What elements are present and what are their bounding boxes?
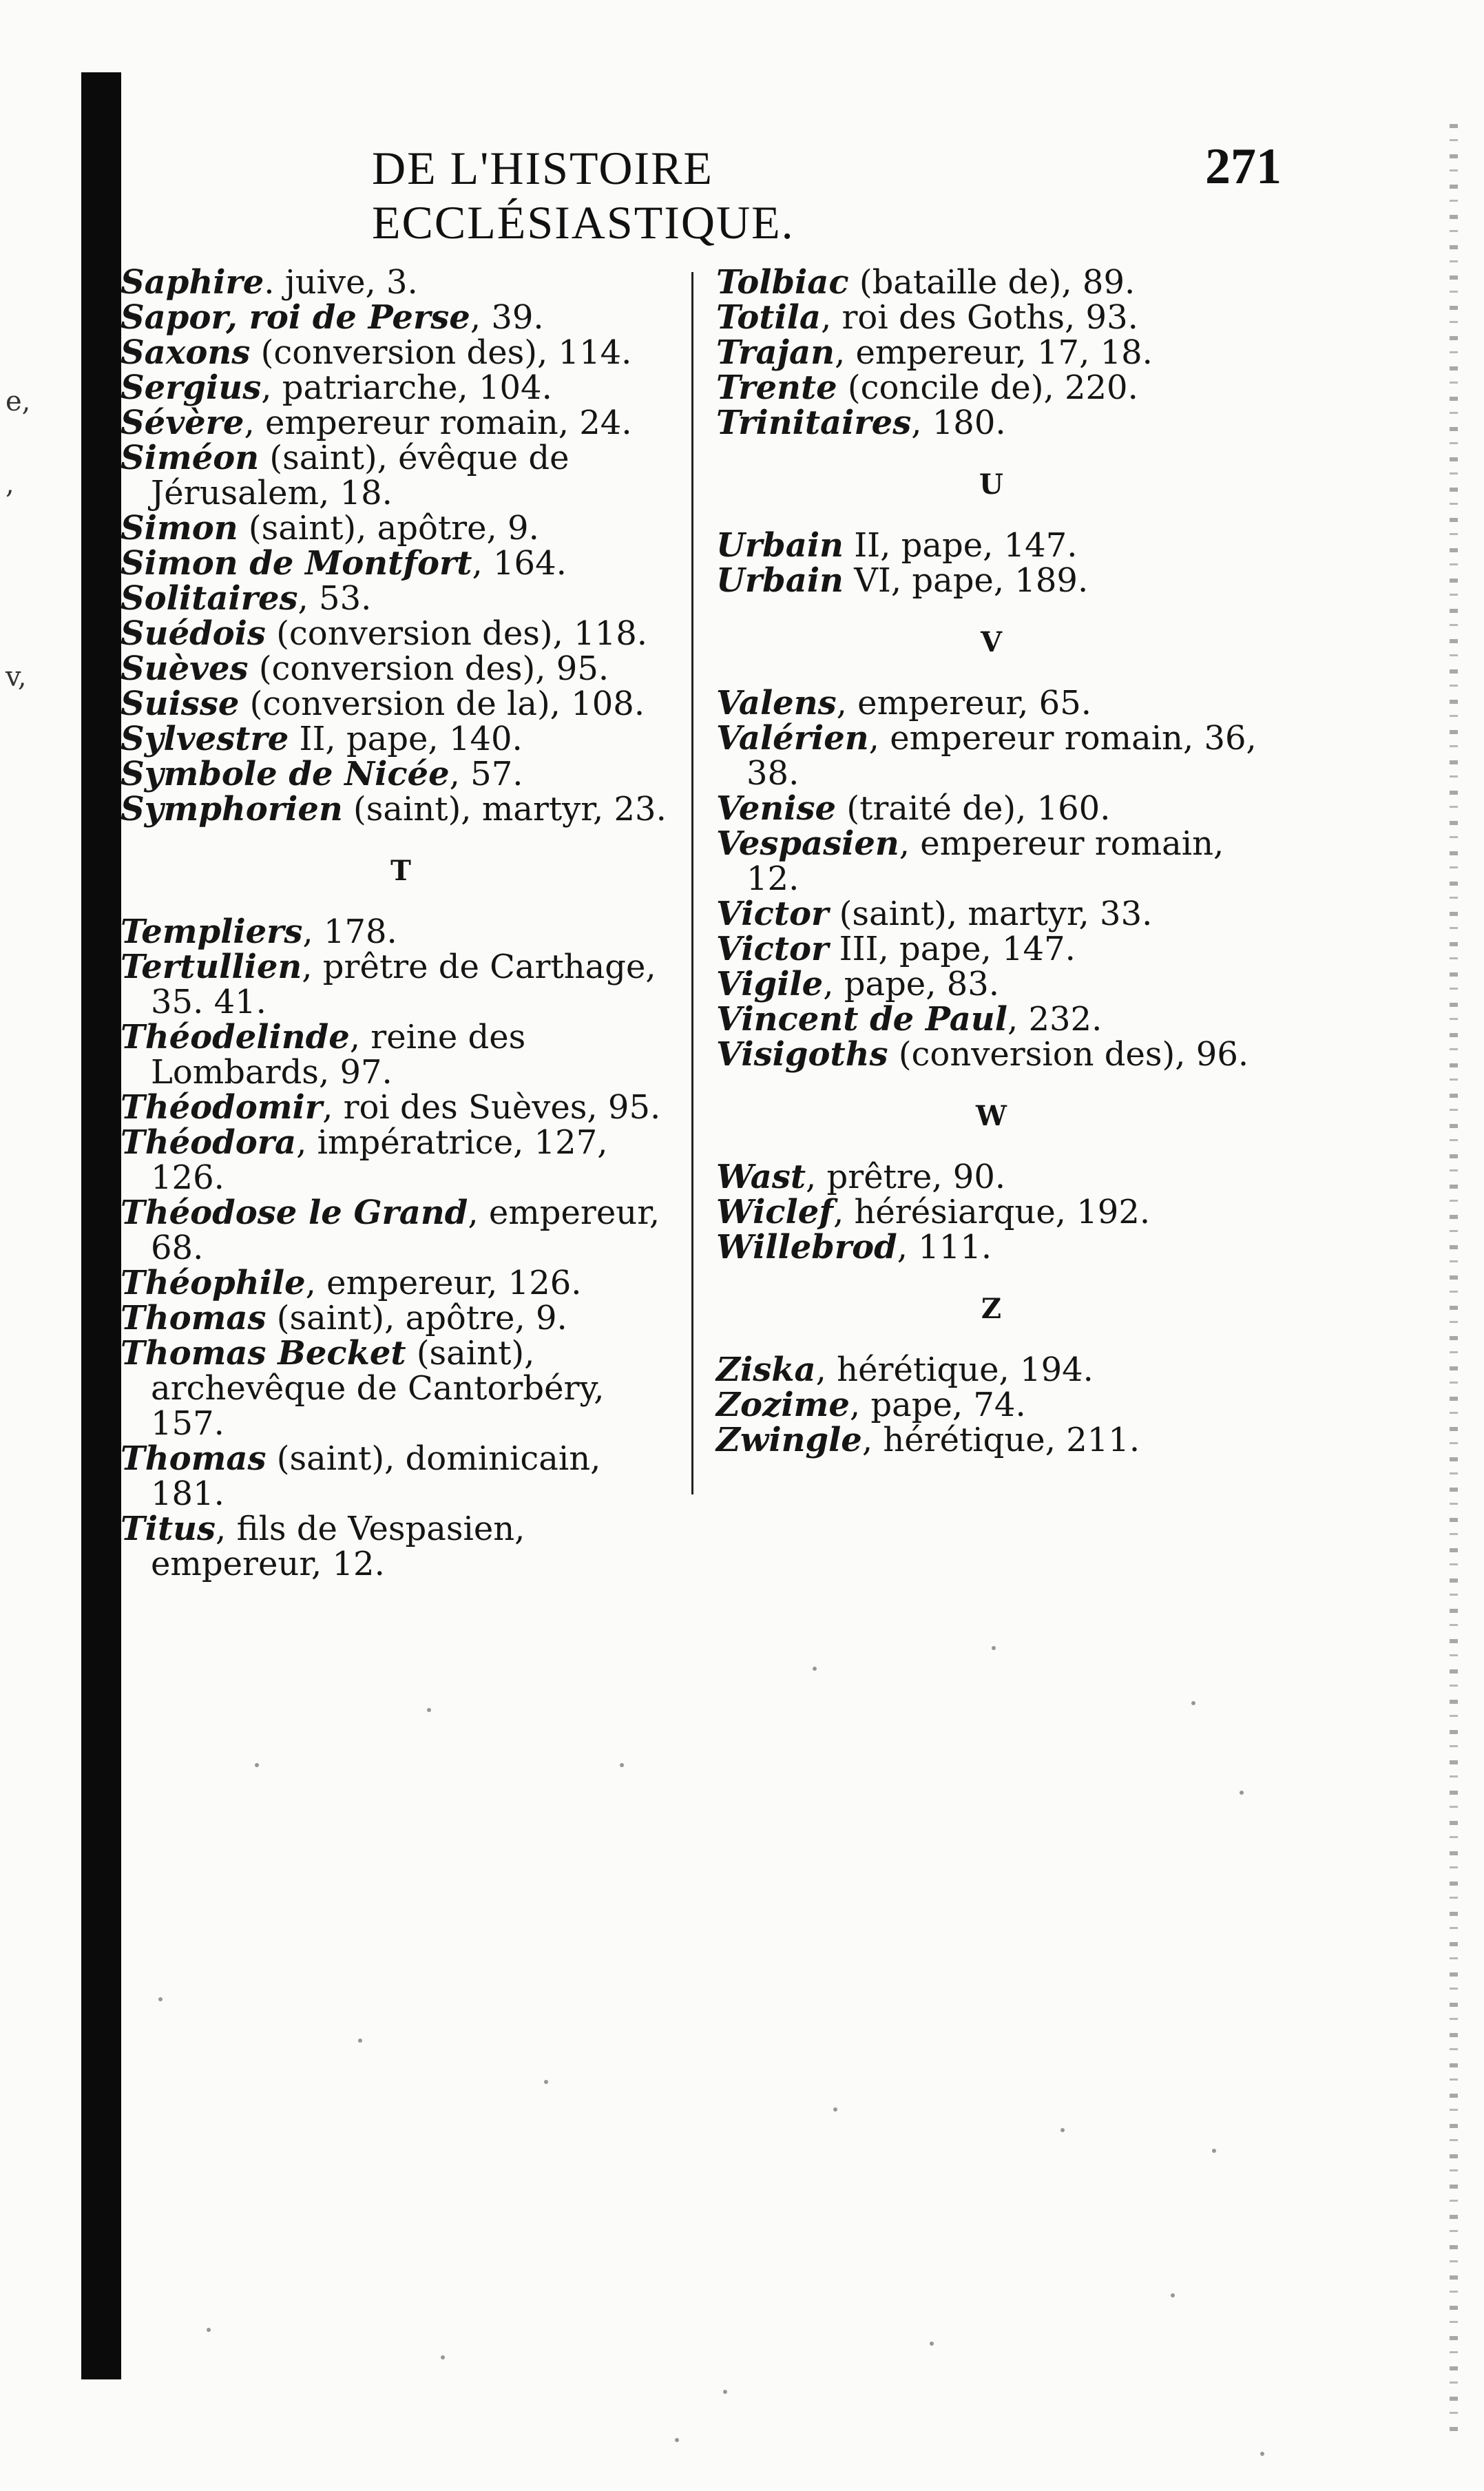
entry-text: , roi des Suèves, 95.	[322, 1088, 661, 1127]
index-entry	[121, 581, 682, 616]
index-entry	[716, 1353, 1267, 1388]
gutter-fragment: ,	[6, 468, 14, 500]
index-entry	[716, 721, 1267, 791]
entry-text: (saint), martyr, 23.	[342, 790, 667, 828]
index-entry	[121, 950, 682, 1020]
entry-text: (saint), apôtre, 9.	[266, 1299, 567, 1337]
paper-speck	[441, 2355, 445, 2359]
entry-name: Valérien	[716, 719, 869, 758]
entry-name: Zozime	[716, 1386, 850, 1424]
index-column-left	[121, 265, 682, 1582]
entry-text: (conversion des), 118.	[265, 614, 648, 653]
index-entry	[121, 511, 682, 546]
entry-text: , pape, 83.	[823, 965, 1000, 1003]
page-number: 271	[1205, 138, 1282, 195]
index-entry	[121, 1301, 682, 1336]
index-entry	[716, 686, 1267, 721]
entry-name: Tertullien	[121, 948, 302, 986]
paper-speck	[207, 2328, 211, 2332]
index-entry	[716, 1037, 1267, 1072]
entry-name: Totila	[716, 298, 821, 337]
entry-name: Victor	[716, 895, 829, 933]
entry-name: Suisse	[121, 685, 240, 723]
entry-name: Thomas Becket	[121, 1334, 406, 1373]
paper-speck	[158, 1997, 163, 2001]
entry-text: , prêtre de Carthage, 35. 41.	[151, 948, 656, 1021]
paper-speck	[930, 2342, 934, 2346]
paper-speck	[255, 1763, 259, 1767]
entry-text: , 39.	[470, 298, 544, 337]
paper-speck	[1060, 2128, 1065, 2132]
section-letter: T	[390, 855, 412, 887]
entry-text: , patriarche, 104.	[261, 368, 552, 407]
index-entry	[121, 406, 682, 441]
entry-text: . juive, 3.	[264, 263, 418, 302]
entry-text: , 111.	[897, 1228, 992, 1267]
entry-name: Trinitaires	[716, 404, 912, 442]
entry-name: Théodomir	[121, 1088, 323, 1127]
entry-text: VI, pape, 189.	[843, 561, 1089, 600]
entry-text: (saint), archevêque de Cantorbéry, 157.	[151, 1334, 605, 1443]
entry-name: Templiers	[121, 913, 303, 951]
entry-text: (traité de), 160.	[836, 789, 1111, 828]
running-title: DE L'HISTOIRE ECCLÉSIASTIQUE.	[372, 142, 795, 249]
index-entry	[716, 528, 1267, 563]
entry-text: , fils de Vespasien, empereur, 12.	[151, 1510, 525, 1583]
section-letter: U	[979, 468, 1004, 501]
entry-name: Symbole de Nicée	[121, 755, 450, 793]
paper-speck	[813, 1667, 817, 1671]
entry-name: Sylvestre	[121, 720, 289, 758]
entry-name: Visigoths	[716, 1035, 888, 1074]
index-entry	[121, 649, 682, 688]
entry-name: Théodora	[121, 1123, 297, 1162]
index-entry	[121, 757, 682, 792]
entry-name: Saxons	[121, 333, 251, 372]
entry-text: , 180.	[911, 404, 1006, 442]
paper-speck	[723, 2390, 727, 2394]
index-entry	[121, 792, 682, 827]
paper-speck	[1212, 2149, 1216, 2153]
gutter-fragment: e,	[6, 386, 31, 417]
entry-name: Willebrod	[716, 1228, 897, 1267]
entry-name: Thomas	[121, 1439, 267, 1478]
paper-speck	[620, 1763, 624, 1767]
index-entry	[121, 546, 682, 581]
entry-name: Tolbiac	[716, 263, 849, 302]
entry-text: , empereur romain, 12.	[746, 824, 1224, 898]
entry-name: Simon de Montfort	[121, 544, 472, 583]
entry-name: Suèves	[121, 649, 249, 688]
entry-name: Venise	[716, 789, 837, 828]
index-entry	[121, 300, 682, 335]
section-letter: W	[976, 1100, 1007, 1132]
index-entry	[716, 1423, 1267, 1458]
entry-name: Suédois	[121, 614, 266, 653]
entry-name: Titus	[121, 1510, 216, 1548]
entry-name: Sergius	[121, 368, 262, 407]
entry-name: Urbain	[716, 561, 844, 600]
index-entry	[716, 932, 1267, 967]
index-entry	[716, 406, 1267, 441]
paper-speck	[1191, 1701, 1195, 1705]
entry-name: Urbain	[716, 526, 844, 565]
page-edge	[1450, 124, 1458, 2431]
entry-text: , 57.	[449, 755, 523, 793]
entry-text: (bataille de), 89.	[848, 263, 1136, 302]
entry-name: Trajan	[716, 333, 835, 372]
index-entry	[716, 1388, 1267, 1423]
index-entry	[121, 1125, 682, 1196]
entry-name: Thomas	[121, 1299, 267, 1337]
index-entry	[121, 265, 682, 300]
index-entry	[716, 1195, 1267, 1230]
index-entry	[121, 1020, 682, 1090]
entry-text: , roi des Goths, 93.	[820, 298, 1138, 337]
entry-text: , impératrice, 127, 126.	[151, 1123, 608, 1197]
entry-text: , pape, 74.	[849, 1386, 1026, 1424]
entry-name: Sévère	[121, 404, 244, 442]
index-entry	[121, 441, 682, 511]
paper-speck	[833, 2107, 837, 2112]
index-entry	[716, 368, 1267, 407]
index-entry	[716, 1002, 1267, 1037]
index-entry	[121, 687, 682, 722]
paper-speck	[992, 1646, 996, 1650]
entry-text: (conversion de la), 108.	[239, 685, 645, 723]
entry-text: (conversion des), 114.	[250, 333, 632, 372]
entry-text: , 53.	[297, 579, 372, 618]
entry-text: , 178.	[302, 913, 397, 951]
entry-name: Vigile	[716, 965, 824, 1003]
entry-text: (saint), dominicain, 181.	[151, 1439, 601, 1513]
entry-text: , empereur romain, 24.	[244, 404, 632, 442]
paper-speck	[1260, 2452, 1264, 2456]
entry-text: , 164.	[472, 544, 567, 583]
entry-text: (saint), martyr, 33.	[828, 895, 1153, 933]
entry-name: Zwingle	[716, 1421, 862, 1459]
index-entry	[121, 1336, 682, 1441]
index-entry	[121, 616, 682, 652]
entry-name: Valens	[716, 684, 837, 722]
entry-text: , empereur, 17, 18.	[834, 333, 1153, 372]
entry-text: (saint), apôtre, 9.	[238, 509, 539, 548]
entry-name: Simon	[121, 509, 238, 548]
index-entry	[716, 826, 1267, 897]
section-letter: Z	[981, 1293, 1003, 1325]
paper-speck	[1171, 2293, 1175, 2297]
paper-speck	[358, 2039, 362, 2043]
entry-name: Ziska	[716, 1351, 816, 1389]
entry-text: III, pape, 147.	[828, 930, 1076, 968]
entry-name: Solitaires	[121, 579, 298, 618]
entry-name: Théodose le Grand	[121, 1194, 468, 1232]
index-column-right	[716, 265, 1267, 1458]
entry-name: Wiclef	[716, 1193, 833, 1231]
entry-name: Théophile	[121, 1264, 306, 1302]
paper-speck	[427, 1708, 431, 1712]
entry-text: , 232.	[1007, 1000, 1102, 1039]
entry-text: (concile de), 220.	[837, 368, 1138, 407]
entry-name: Sapor, roi de Perse	[121, 298, 470, 337]
entry-name: Saphire	[121, 263, 264, 302]
entry-name: Siméon	[121, 439, 260, 477]
paper-speck	[1240, 1791, 1244, 1795]
index-entry	[121, 722, 682, 757]
index-entry	[716, 265, 1267, 300]
index-entry	[121, 1196, 682, 1266]
index-entry	[716, 1230, 1267, 1265]
entry-text: (conversion des), 95.	[248, 649, 609, 688]
entry-text: , reine des Lombards, 97.	[151, 1018, 526, 1092]
paper-speck	[544, 2080, 548, 2084]
entry-text: , prêtre, 90.	[806, 1158, 1006, 1196]
entry-name: Trente	[716, 368, 837, 407]
entry-text: , hérétique, 211.	[861, 1421, 1140, 1459]
entry-text: , hérétique, 194.	[815, 1351, 1094, 1389]
paper-speck	[675, 2438, 679, 2442]
entry-text: , empereur, 126.	[305, 1264, 582, 1302]
entry-text: (saint), évêque de Jérusalem, 18.	[151, 439, 569, 512]
index-entry	[716, 967, 1267, 1002]
index-entry	[121, 1090, 682, 1125]
index-entry	[716, 791, 1267, 826]
entry-name: Victor	[716, 930, 829, 968]
section-letter: V	[980, 626, 1003, 658]
entry-text: , empereur, 68.	[151, 1194, 660, 1267]
binding-shadow	[81, 72, 121, 2379]
column-rule	[691, 272, 693, 1494]
entry-text: II, pape, 140.	[289, 720, 523, 758]
index-entry	[121, 335, 682, 371]
entry-name: Vespasien	[716, 824, 899, 863]
entry-name: Wast	[716, 1158, 806, 1196]
index-entry	[716, 335, 1267, 371]
entry-name: Vincent de Paul	[716, 1000, 1007, 1039]
index-entry	[121, 368, 682, 407]
entry-name: Théodelinde	[121, 1018, 350, 1056]
gutter-fragment: v,	[6, 661, 27, 693]
entry-name: Symphorien	[121, 790, 343, 828]
index-entry	[716, 897, 1267, 932]
entry-text: , empereur, 65.	[836, 684, 1091, 722]
index-entry	[716, 563, 1267, 598]
index-entry	[121, 1441, 682, 1512]
index-entry	[121, 1266, 682, 1301]
entry-text: , empereur romain, 36, 38.	[746, 719, 1257, 793]
index-entry	[121, 1512, 682, 1582]
entry-text: , hérésiarque, 192.	[833, 1193, 1151, 1231]
index-entry	[121, 915, 682, 950]
index-entry	[716, 1160, 1267, 1195]
index-entry	[716, 300, 1267, 335]
entry-text: (conversion des), 96.	[888, 1035, 1249, 1074]
entry-text: II, pape, 147.	[843, 526, 1078, 565]
